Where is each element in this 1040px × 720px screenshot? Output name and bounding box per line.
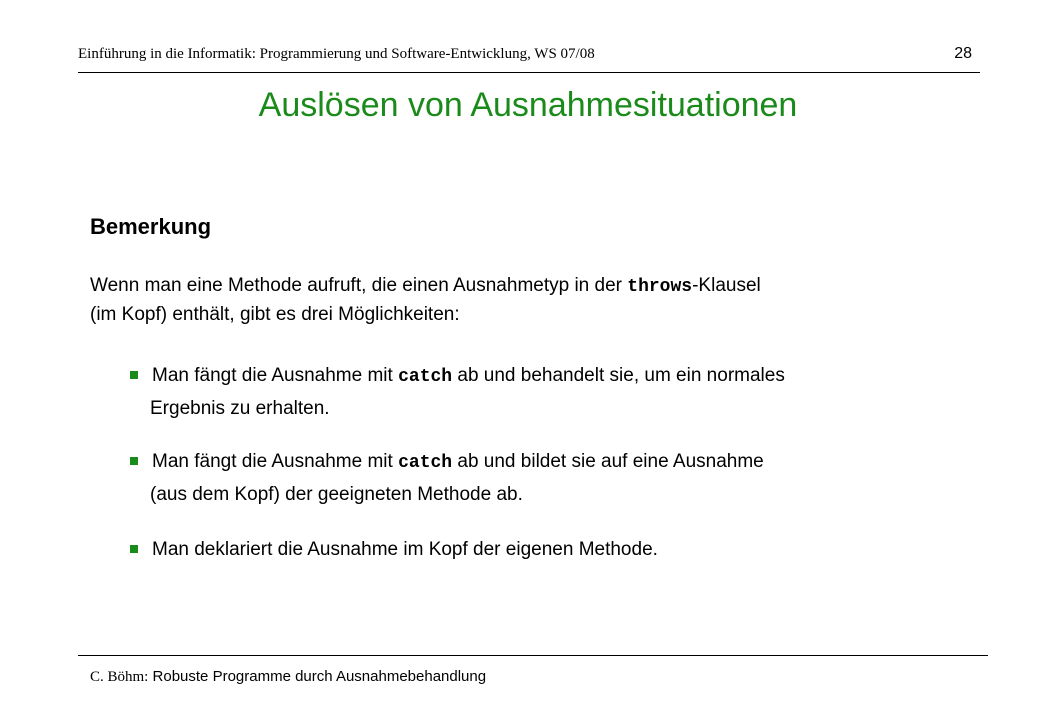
list-item [130, 534, 990, 566]
footer-title: Robuste Programme durch Ausnahmebehandlung [152, 668, 487, 685]
bullet-text-continued: Ergebnis zu erhalten. [150, 398, 330, 419]
bullet-text: Man fängt die Ausnahme mit [152, 365, 399, 386]
bullet-square-icon [130, 371, 138, 379]
slide-footer [90, 668, 486, 686]
slide-title: Auslösen von Ausnahmesituationen [258, 86, 798, 124]
list-item [130, 446, 990, 511]
slide-header [78, 42, 980, 73]
intro-code: throws [627, 277, 693, 297]
bullet-code: catch [398, 367, 453, 387]
bullet-text: Man deklariert die Ausnahme im Kopf der eigenen Methode. [152, 539, 658, 560]
bullet-text: ab und bildet sie auf eine Ausnahme [452, 451, 764, 472]
bullet-text: ab und behandelt sie, um ein normales [452, 365, 785, 386]
bullet-text: Man fängt die Ausnahme mit [152, 451, 399, 472]
bullet-square-icon [130, 545, 138, 553]
course-title: Einführung in die Informatik: Programmierung und Software-Entwicklung, WS 07/08 [78, 46, 595, 62]
section-heading: Bemerkung [90, 214, 212, 239]
page-number: 28 [954, 45, 972, 62]
intro-text-3: (im Kopf) enthält, gibt es drei Möglichkeiten: [90, 304, 460, 325]
bullet-square-icon [130, 457, 138, 465]
bullet-text-continued: (aus dem Kopf) der geeigneten Methode ab. [150, 484, 523, 505]
list-item [130, 360, 990, 425]
intro-text-2: -Klausel [692, 275, 761, 296]
bullet-code: catch [398, 453, 453, 473]
footer-author: C. Böhm: [90, 669, 149, 685]
intro-text-1: Wenn man eine Methode aufruft, die einen Ausnahmetyp in der [90, 275, 628, 296]
footer-divider [78, 655, 988, 656]
intro-paragraph [90, 272, 990, 329]
